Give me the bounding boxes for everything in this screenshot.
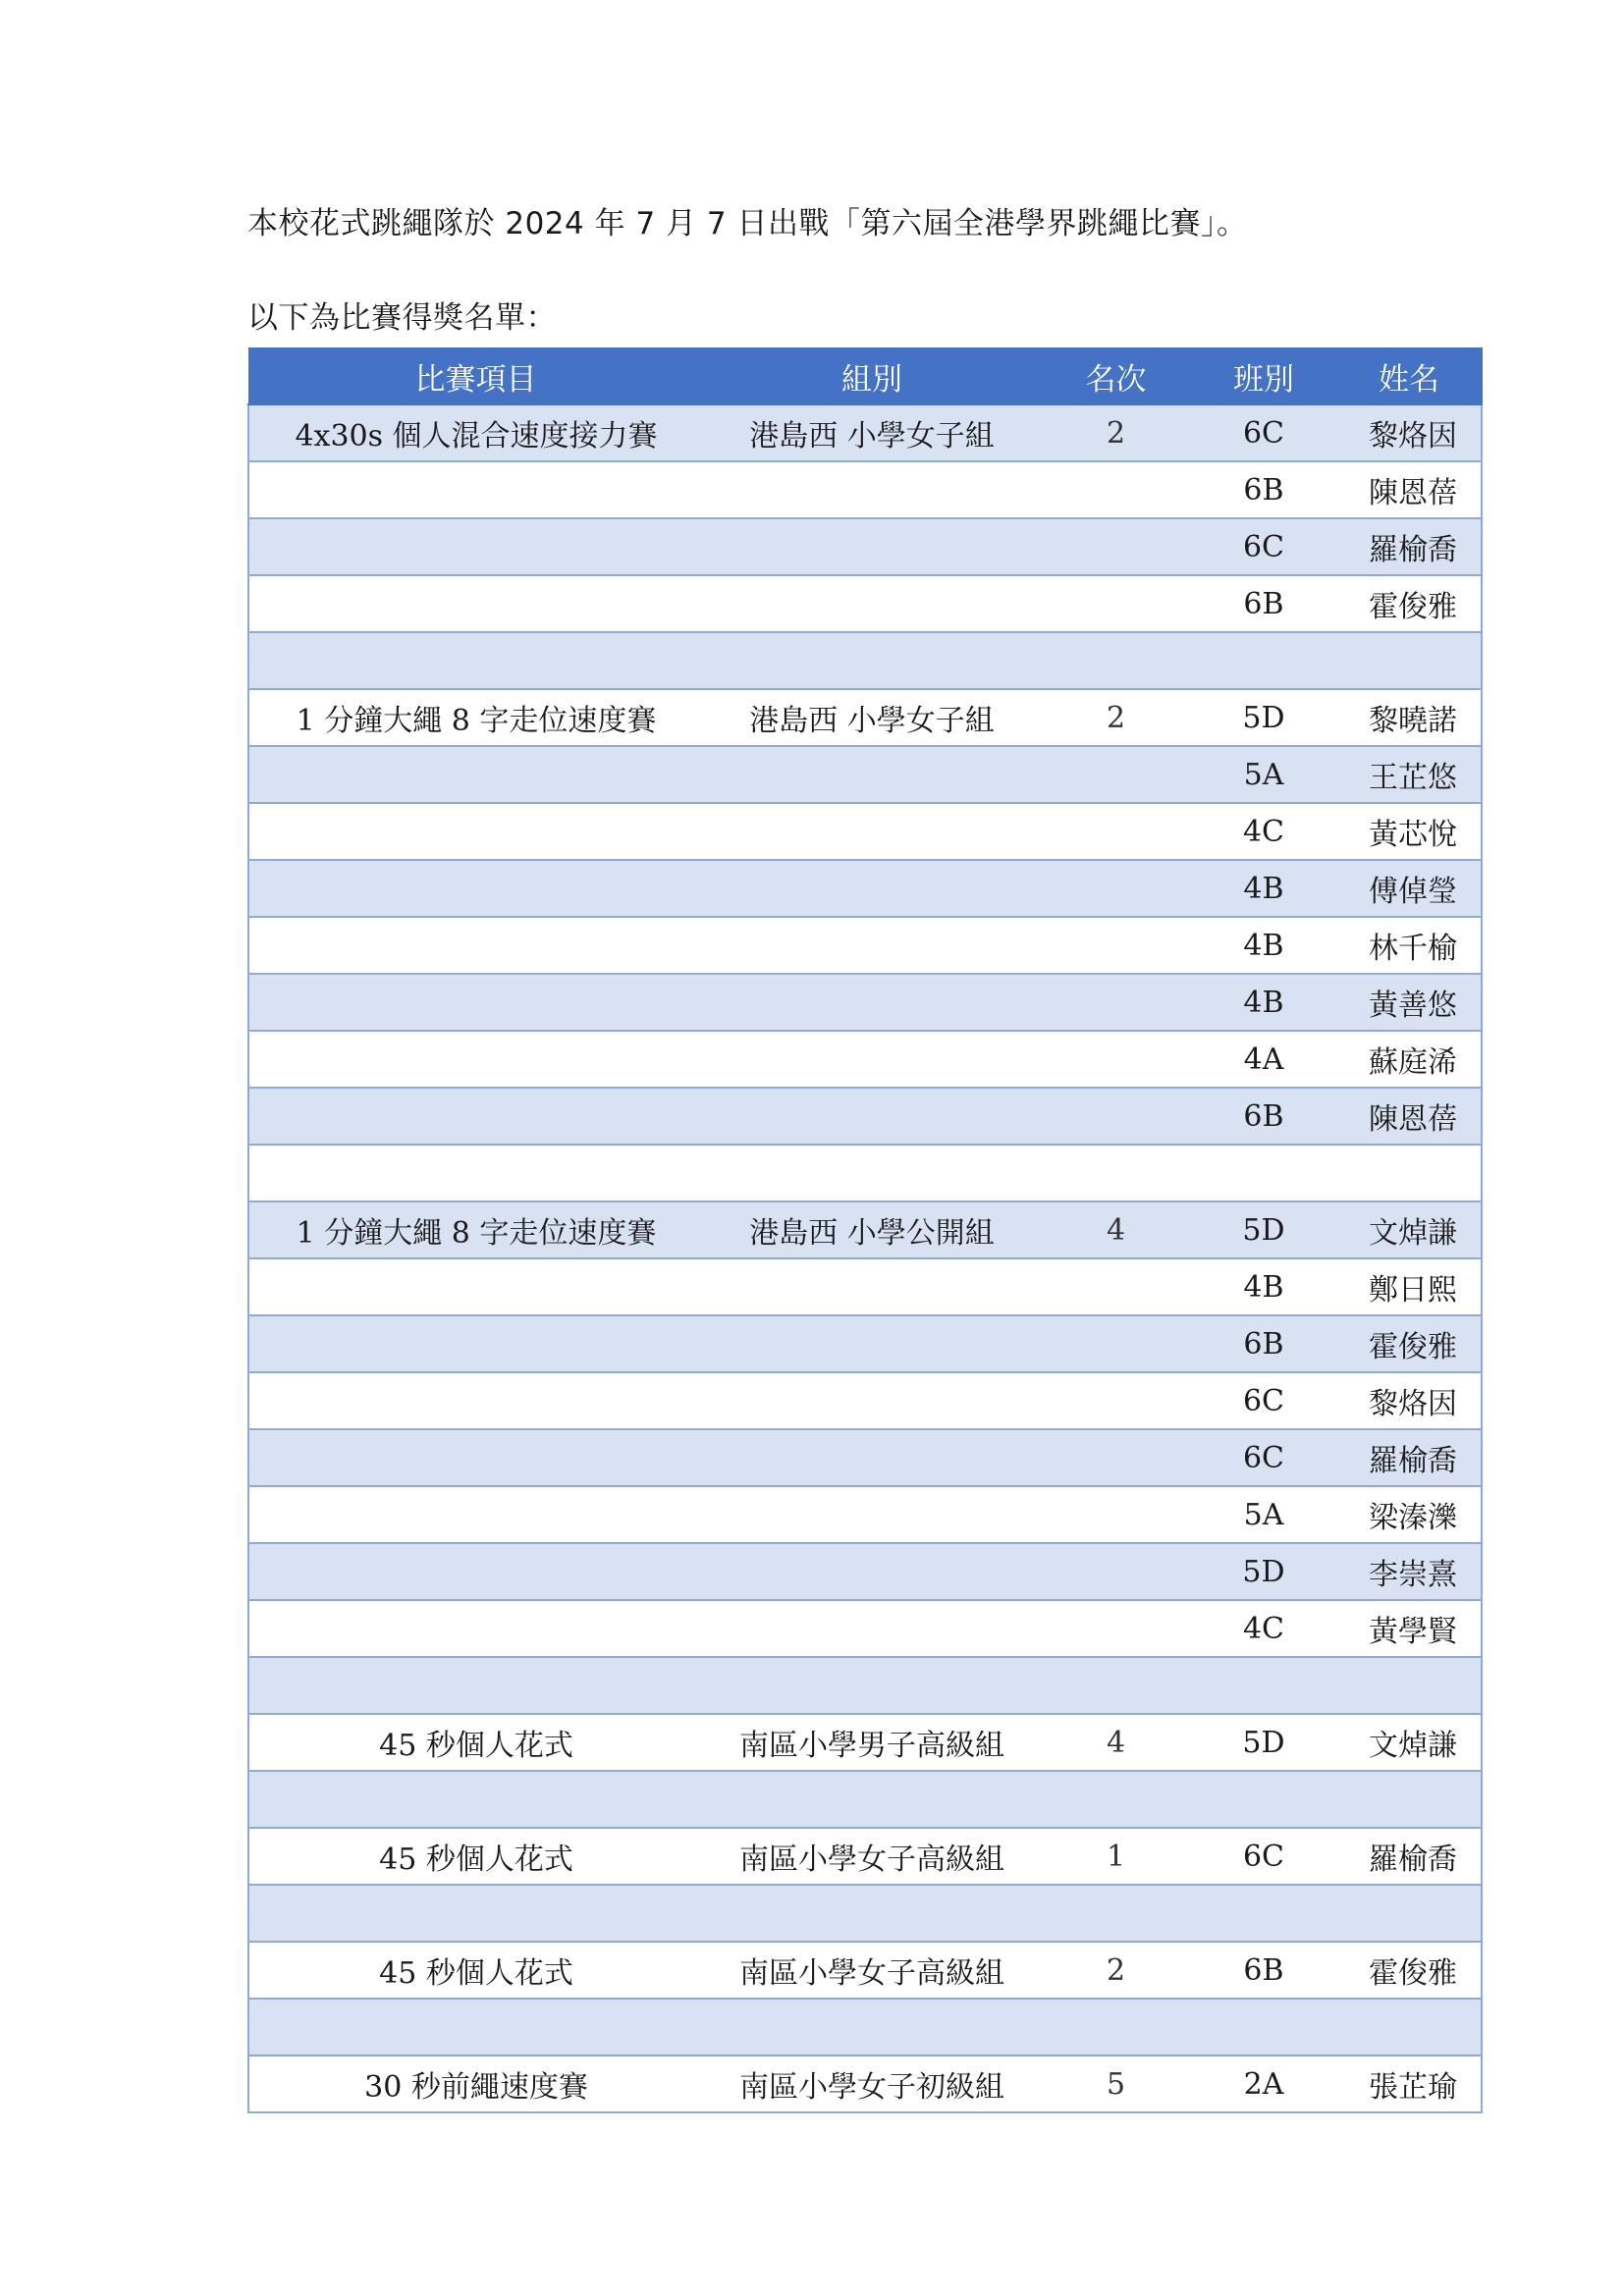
table-row: [248, 461, 1482, 518]
cell-group: 港島西 小學女子組: [703, 404, 1041, 461]
cell-rank: [1041, 1429, 1191, 1486]
cell-event: [248, 974, 703, 1031]
cell-rank: 2: [1041, 689, 1191, 746]
cell-rank: [1041, 1258, 1191, 1315]
cell-rank: [1041, 1771, 1191, 1828]
cell-name: 蘇庭浠: [1336, 1031, 1482, 1088]
cell-rank: [1041, 746, 1191, 803]
cell-name: 黎烙因: [1336, 1372, 1482, 1429]
cell-class: 6C: [1191, 518, 1336, 575]
cell-name: [1336, 1657, 1482, 1714]
cell-group: [703, 461, 1041, 518]
cell-class: 6C: [1191, 1429, 1336, 1486]
cell-rank: [1041, 1600, 1191, 1657]
table-row: [248, 860, 1482, 917]
table-row: [248, 1486, 1482, 1543]
cell-event: [248, 1145, 703, 1201]
cell-group: [703, 1372, 1041, 1429]
cell-class: 5D: [1191, 689, 1336, 746]
cell-name: 黎烙因: [1336, 404, 1482, 461]
cell-class: 5A: [1191, 1486, 1336, 1543]
cell-group: 港島西 小學公開組: [703, 1201, 1041, 1258]
table-body: [248, 404, 1482, 2112]
header-rank: 名次: [1041, 348, 1191, 405]
cell-event: [248, 1999, 703, 2056]
header-group: 組別: [703, 348, 1041, 405]
cell-rank: [1041, 1372, 1191, 1429]
cell-class: [1191, 1145, 1336, 1201]
cell-class: 6B: [1191, 1088, 1336, 1145]
cell-event: [248, 1486, 703, 1543]
cell-name: 梁溱濼: [1336, 1486, 1482, 1543]
cell-name: 陳恩蓓: [1336, 1088, 1482, 1145]
cell-group: [703, 1600, 1041, 1657]
table-row: [248, 974, 1482, 1031]
cell-event: 45 秒個人花式: [248, 1714, 703, 1771]
cell-name: 霍俊雅: [1336, 1315, 1482, 1372]
cell-group: [703, 1486, 1041, 1543]
cell-name: 王芷悠: [1336, 746, 1482, 803]
cell-group: [703, 803, 1041, 860]
table-row: [248, 1942, 1482, 1999]
table-row: [248, 689, 1482, 746]
cell-group: [703, 1258, 1041, 1315]
cell-group: [703, 1429, 1041, 1486]
cell-event: [248, 1315, 703, 1372]
table-row: [248, 404, 1482, 461]
cell-group: [703, 1315, 1041, 1372]
cell-class: 4A: [1191, 1031, 1336, 1088]
cell-rank: 5: [1041, 2056, 1191, 2112]
table-row: [248, 1145, 1482, 1201]
intro-paragraph: 本校花式跳繩隊於 2024 年 7 月 7 日出戰「第六屆全港學界跳繩比賽」。: [247, 206, 1248, 241]
cell-rank: 4: [1041, 1714, 1191, 1771]
cell-event: [248, 1088, 703, 1145]
cell-group: [703, 974, 1041, 1031]
cell-event: [248, 746, 703, 803]
cell-event: [248, 1543, 703, 1600]
table-row: [248, 1657, 1482, 1714]
cell-group: 南區小學男子高級組: [703, 1714, 1041, 1771]
cell-name: 李崇熹: [1336, 1543, 1482, 1600]
cell-group: [703, 518, 1041, 575]
cell-group: 港島西 小學女子組: [703, 689, 1041, 746]
cell-event: [248, 1429, 703, 1486]
table-row: [248, 1372, 1482, 1429]
cell-group: [703, 1088, 1041, 1145]
cell-group: 南區小學女子高級組: [703, 1942, 1041, 1999]
cell-class: 5D: [1191, 1201, 1336, 1258]
awards-table: [247, 347, 1483, 2113]
cell-group: [703, 860, 1041, 917]
cell-rank: 1: [1041, 1828, 1191, 1885]
table-row: [248, 803, 1482, 860]
cell-rank: 2: [1041, 1942, 1191, 1999]
cell-event: [248, 1657, 703, 1714]
cell-rank: [1041, 1999, 1191, 2056]
cell-rank: [1041, 461, 1191, 518]
cell-event: [248, 1885, 703, 1942]
cell-class: 6C: [1191, 1828, 1336, 1885]
cell-rank: [1041, 974, 1191, 1031]
cell-name: [1336, 1771, 1482, 1828]
cell-event: [248, 1771, 703, 1828]
cell-class: 4B: [1191, 1258, 1336, 1315]
cell-event: 4x30s 個人混合速度接力賽: [248, 404, 703, 461]
cell-group: [703, 917, 1041, 974]
cell-event: [248, 1372, 703, 1429]
cell-name: 羅榆喬: [1336, 518, 1482, 575]
cell-name: 黃學賢: [1336, 1600, 1482, 1657]
cell-name: 林千榆: [1336, 917, 1482, 974]
cell-group: 南區小學女子初級組: [703, 2056, 1041, 2112]
cell-class: 2A: [1191, 2056, 1336, 2112]
award-list-heading: 以下為比賽得獎名單：: [247, 300, 557, 336]
cell-rank: [1041, 1657, 1191, 1714]
cell-class: 6B: [1191, 575, 1336, 632]
table-row: [248, 518, 1482, 575]
cell-class: 4C: [1191, 1600, 1336, 1657]
cell-name: 黎曉諾: [1336, 689, 1482, 746]
cell-name: 鄭日熙: [1336, 1258, 1482, 1315]
cell-rank: [1041, 1088, 1191, 1145]
cell-group: 南區小學女子高級組: [703, 1828, 1041, 1885]
cell-event: [248, 1031, 703, 1088]
table-row: [248, 1031, 1482, 1088]
cell-class: [1191, 1885, 1336, 1942]
cell-rank: [1041, 1543, 1191, 1600]
cell-group: [703, 1031, 1041, 1088]
table-row: [248, 575, 1482, 632]
cell-class: 5D: [1191, 1543, 1336, 1600]
cell-event: [248, 860, 703, 917]
header-name: 姓名: [1336, 348, 1482, 405]
table-row: [248, 746, 1482, 803]
cell-class: 6B: [1191, 461, 1336, 518]
cell-name: 文焯謙: [1336, 1201, 1482, 1258]
header-class: 班別: [1191, 348, 1336, 405]
table-row: [248, 1885, 1482, 1942]
cell-class: 6C: [1191, 1372, 1336, 1429]
table-row: [248, 1429, 1482, 1486]
table-row: [248, 1771, 1482, 1828]
cell-name: 霍俊雅: [1336, 1942, 1482, 1999]
cell-event: [248, 461, 703, 518]
cell-rank: [1041, 632, 1191, 689]
cell-event: [248, 518, 703, 575]
cell-rank: 4: [1041, 1201, 1191, 1258]
cell-event: 45 秒個人花式: [248, 1942, 703, 1999]
cell-class: [1191, 1771, 1336, 1828]
table-row: [248, 2056, 1482, 2112]
cell-event: [248, 575, 703, 632]
cell-group: [703, 1145, 1041, 1201]
cell-name: 陳恩蓓: [1336, 461, 1482, 518]
cell-class: [1191, 1657, 1336, 1714]
cell-class: 4B: [1191, 974, 1336, 1031]
cell-class: 4C: [1191, 803, 1336, 860]
cell-event: 1 分鐘大繩 8 字走位速度賽: [248, 689, 703, 746]
table-row: [248, 917, 1482, 974]
cell-rank: 2: [1041, 404, 1191, 461]
cell-name: 羅榆喬: [1336, 1828, 1482, 1885]
table-row: [248, 1201, 1482, 1258]
cell-group: [703, 1657, 1041, 1714]
cell-rank: [1041, 1885, 1191, 1942]
cell-group: [703, 746, 1041, 803]
cell-class: [1191, 632, 1336, 689]
cell-class: 6B: [1191, 1315, 1336, 1372]
cell-rank: [1041, 1315, 1191, 1372]
cell-class: 4B: [1191, 917, 1336, 974]
cell-group: [703, 1885, 1041, 1942]
cell-class: 6C: [1191, 404, 1336, 461]
cell-class: 4B: [1191, 860, 1336, 917]
cell-name: 文焯謙: [1336, 1714, 1482, 1771]
table-row: [248, 1543, 1482, 1600]
cell-group: [703, 575, 1041, 632]
table-row: [248, 1828, 1482, 1885]
table-row: [248, 1714, 1482, 1771]
header-event: 比賽項目: [248, 348, 703, 405]
cell-group: [703, 1543, 1041, 1600]
cell-group: [703, 1999, 1041, 2056]
cell-event: [248, 803, 703, 860]
cell-class: 6B: [1191, 1942, 1336, 1999]
cell-name: 黃芯悅: [1336, 803, 1482, 860]
table-row: [248, 1315, 1482, 1372]
table-header-row: [248, 348, 1482, 405]
cell-name: 霍俊雅: [1336, 575, 1482, 632]
cell-rank: [1041, 575, 1191, 632]
table-row: [248, 1258, 1482, 1315]
cell-rank: [1041, 917, 1191, 974]
cell-class: [1191, 1999, 1336, 2056]
cell-event: [248, 1258, 703, 1315]
cell-class: 5A: [1191, 746, 1336, 803]
cell-name: [1336, 1885, 1482, 1942]
cell-rank: [1041, 860, 1191, 917]
table-row: [248, 632, 1482, 689]
cell-event: 1 分鐘大繩 8 字走位速度賽: [248, 1201, 703, 1258]
cell-name: [1336, 1999, 1482, 2056]
cell-name: 張芷瑜: [1336, 2056, 1482, 2112]
cell-rank: [1041, 803, 1191, 860]
cell-event: [248, 917, 703, 974]
table-row: [248, 1088, 1482, 1145]
cell-event: [248, 1600, 703, 1657]
table-row: [248, 1999, 1482, 2056]
cell-group: [703, 632, 1041, 689]
cell-rank: [1041, 1145, 1191, 1201]
cell-event: 30 秒前繩速度賽: [248, 2056, 703, 2112]
cell-name: [1336, 632, 1482, 689]
cell-name: [1336, 1145, 1482, 1201]
cell-rank: [1041, 518, 1191, 575]
cell-class: 5D: [1191, 1714, 1336, 1771]
cell-rank: [1041, 1031, 1191, 1088]
cell-rank: [1041, 1486, 1191, 1543]
cell-name: 傅倬瑩: [1336, 860, 1482, 917]
cell-name: 羅榆喬: [1336, 1429, 1482, 1486]
table-row: [248, 1600, 1482, 1657]
cell-event: [248, 632, 703, 689]
cell-event: 45 秒個人花式: [248, 1828, 703, 1885]
cell-group: [703, 1771, 1041, 1828]
cell-name: 黃善悠: [1336, 974, 1482, 1031]
